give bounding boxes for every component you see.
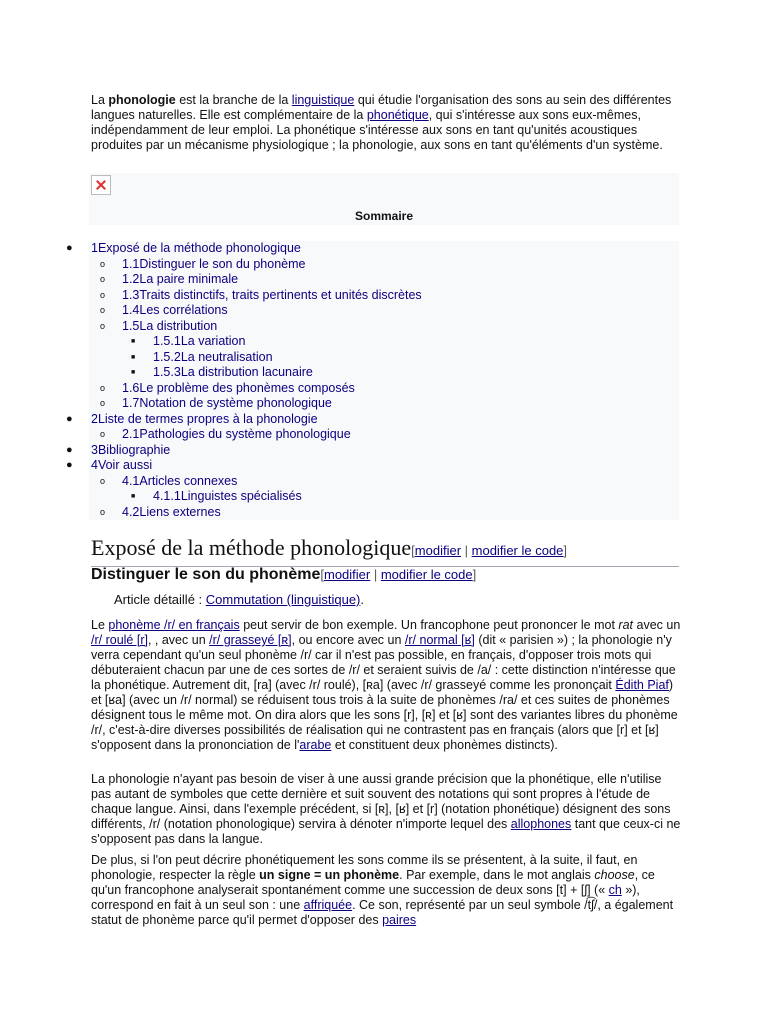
toc-number: 1.4	[122, 303, 140, 317]
paragraph-signe-phoneme: De plus, si l'on peut décrire phonétiquement les sons comme ils se présentent, à la suite, il faut, en phonologie, respecter la règle un signe = un phonème. Par exemple, dans le mot anglais choose, ce qu'un francophone analyserait spontanément comme une succession de deux sons [t] + [ʃ] (« ch »), correspond en fait à un seul son : une affriquée. Ce son, représenté par un seul symbole /t͡ʃ/, a également statut de phonème parce qu'il permet d'opposer des paires	[91, 853, 674, 927]
hatnote: Article détaillé : Commutation (linguistique).	[114, 592, 365, 607]
toc-link[interactable]	[122, 288, 422, 304]
link-phoneme-r[interactable]: phonème /r/ en français	[108, 618, 240, 632]
toc-label: Distinguer le son du phonème	[139, 256, 306, 271]
toc-number: 1.5	[122, 318, 140, 333]
toc-link[interactable]	[122, 427, 351, 443]
paragraph-notation: La phonologie n'ayant pas besoin de viser à une aussi grande précision que la phonétique, elle n'utilise pas autant de symboles que cette dernière et suit souvent des notations qui sont propres à l'étude de chaque langue. Ainsi, dans l'exemple précédent, si [ʀ], [ʁ] et [r] (notation phonétique) désignent des sons différents, /r/ (notation phonologique) servira à dénoter n'importe lequel des allophones tant que ceux-ci ne s'opposent pas dans la langue.	[91, 772, 681, 846]
toc-link[interactable]	[153, 350, 273, 366]
intro-text: La	[91, 93, 109, 107]
toc-link[interactable]	[122, 257, 305, 273]
toc-label: Les corrélations	[139, 303, 228, 317]
toc-bullet-icon: o	[100, 258, 106, 269]
toc-bullet-icon: o	[100, 289, 106, 300]
toc-number: 1.5.3	[153, 365, 181, 379]
toc-number: 1.7	[122, 396, 140, 410]
toc-number: 4.1	[122, 473, 140, 488]
toc-bullet-icon: o	[100, 506, 106, 517]
edit-section-links: [modifier | modifier le code]	[320, 567, 477, 582]
toc-link[interactable]	[153, 365, 313, 381]
toc-link[interactable]	[122, 303, 228, 319]
link-arabe[interactable]: arabe	[299, 738, 332, 752]
intro-paragraph	[91, 93, 681, 153]
toc-bullet-icon: ●	[66, 443, 73, 456]
toc-label: Articles connexes	[139, 473, 238, 488]
link-affriquee[interactable]: affriquée	[303, 898, 353, 912]
section-title: Exposé de la méthode phonologique	[91, 535, 412, 560]
toc-bullet-icon: o	[100, 429, 106, 439]
toc-header-box	[89, 173, 679, 225]
toc-label: Le problème des phonèmes composés	[139, 380, 355, 395]
toc-link[interactable]	[122, 396, 332, 412]
toc-number: 1	[91, 241, 98, 255]
toc-label: La distribution	[139, 318, 218, 333]
toc-number: 1.2	[122, 272, 140, 286]
toc-item[interactable]	[0, 505, 679, 521]
link-ch[interactable]: ch	[608, 883, 622, 897]
toc-item[interactable]	[0, 396, 679, 412]
toc-label: La neutralisation	[180, 349, 273, 364]
toc-bullet-icon: ■	[131, 338, 136, 345]
toc-item[interactable]	[0, 489, 679, 505]
edit-link[interactable]: modifier	[323, 567, 371, 582]
toc-label: Notation de système phonologique	[139, 396, 332, 410]
toc-number: 2.1	[122, 427, 140, 441]
toc-number: 1.1	[122, 256, 140, 271]
toc-bullet-icon: ●	[66, 459, 73, 471]
toc-label: Bibliographie	[97, 442, 171, 457]
intro-bold-term: phonologie	[108, 93, 176, 107]
toc-item[interactable]	[0, 381, 679, 397]
toc-link[interactable]	[153, 334, 245, 350]
intro-text: est la branche de la	[175, 93, 292, 107]
edit-link[interactable]: modifier	[414, 543, 462, 558]
toc-label: La variation	[180, 334, 246, 348]
toc-row-background	[89, 458, 679, 474]
toc-item[interactable]	[0, 303, 679, 319]
intro-text: qui étudie l'organisation des sons au sein des différentes langues naturelles. Elle est complémentaire de la	[91, 93, 672, 122]
toc-label: Linguistes spécialisés	[180, 489, 302, 503]
italic-word: choose	[594, 868, 635, 882]
link-r-roule[interactable]: /r/ roulé [r]	[91, 633, 148, 647]
toc-bullet-icon: ●	[66, 412, 73, 425]
toc-bullet-icon: ■	[131, 353, 136, 361]
toc-link[interactable]	[122, 272, 238, 288]
toc-label: Pathologies du système phonologique	[139, 427, 351, 441]
toc-number: 1.5.2	[153, 349, 181, 364]
toc-item[interactable]	[0, 458, 679, 474]
link-commutation[interactable]: Commutation (linguistique)	[205, 592, 361, 607]
toc-item[interactable]	[0, 334, 679, 350]
link-phonetique[interactable]: phonétique	[366, 108, 429, 122]
toc-bullet-icon: ●	[66, 242, 73, 254]
edit-code-link[interactable]: modifier le code	[380, 567, 473, 582]
section-heading-methode	[91, 535, 679, 567]
toc-label: La distribution lacunaire	[180, 365, 313, 379]
toc-number: 2	[91, 411, 98, 426]
toc-number: 4.1.1	[153, 489, 181, 503]
toc-link[interactable]	[91, 458, 152, 474]
link-linguistique[interactable]: linguistique	[291, 93, 355, 107]
broken-image-icon[interactable]	[91, 175, 111, 195]
toc-item[interactable]	[0, 350, 679, 366]
toc-item[interactable]	[0, 241, 679, 257]
link-edith-piaf[interactable]: Édith Piaf	[615, 678, 669, 692]
italic-word: rat	[618, 618, 634, 632]
toc-label: Liens externes	[139, 504, 221, 519]
link-paires[interactable]: paires	[382, 913, 417, 927]
toc-item[interactable]	[0, 257, 679, 273]
toc-link[interactable]	[122, 474, 237, 490]
table-of-contents	[0, 241, 679, 520]
toc-label: Voir aussi	[97, 458, 153, 472]
toc-number: 1.6	[122, 380, 140, 395]
toc-title: Sommaire	[354, 209, 414, 223]
toc-item[interactable]	[0, 319, 679, 335]
link-r-grasseye[interactable]: /r/ grasseyé [ʀ]	[209, 633, 292, 647]
toc-link[interactable]	[153, 489, 302, 505]
toc-number: 1.5.1	[153, 334, 181, 348]
toc-label: Exposé de la méthode phonologique	[97, 241, 301, 255]
toc-link[interactable]	[122, 319, 217, 335]
toc-label: Traits distinctifs, traits pertinents et unités discrètes	[139, 287, 422, 302]
toc-bullet-icon: o	[100, 382, 106, 393]
toc-bullet-icon: o	[100, 398, 106, 408]
toc-item[interactable]	[0, 272, 679, 288]
toc-row-background	[89, 443, 679, 459]
toc-item[interactable]	[0, 288, 679, 304]
toc-link[interactable]	[122, 381, 355, 397]
link-r-normal[interactable]: /r/ normal [ʁ]	[404, 633, 475, 647]
toc-link[interactable]	[122, 505, 221, 521]
link-allophones[interactable]: allophones	[510, 817, 572, 831]
toc-number: 1.3	[122, 287, 140, 302]
toc-item[interactable]	[0, 412, 679, 428]
edit-code-link[interactable]: modifier le code	[471, 543, 564, 558]
subsection-heading-son-phoneme	[91, 564, 679, 586]
bold-rule: un signe = un phonème	[259, 868, 400, 882]
toc-label: La paire minimale	[139, 272, 239, 286]
toc-link[interactable]	[91, 241, 301, 257]
toc-number: 4	[91, 458, 98, 472]
toc-number: 3	[91, 442, 98, 457]
toc-label: Liste de termes propres à la phonologie	[97, 411, 318, 426]
edit-section-links: [modifier | modifier le code]	[411, 543, 568, 558]
toc-bullet-icon: o	[100, 305, 106, 315]
toc-bullet-icon: o	[100, 320, 106, 331]
toc-item[interactable]	[0, 443, 679, 459]
toc-bullet-icon: o	[100, 274, 106, 284]
subsection-title: Distinguer le son du phonème	[91, 566, 321, 583]
toc-number: 4.2	[122, 504, 140, 519]
toc-bullet-icon: o	[100, 475, 106, 486]
paragraph-phoneme-r: Le phonème /r/ en français peut servir de bon exemple. Un francophone peut prononcer le mot rat avec un /r/ roulé [r], , avec un /r/ grasseyé [ʀ], ou encore avec un /r/ normal [ʁ] (dit « parisien ») ; la phonologie n'y verra cependant qu'un seul phonème /r/ car il n'est pas possible, en français, d'opposer trois mots qui débuteraient chacun par une de ces sortes de /r/ et seraient suivis de /a/ : cette distinction n'intéresse que la phonétique. Autrement dit, [ra] (avec /r/ roulé), [ʀa] (avec /r/ grasseyé comme les prononçait Édith Piaf) et [ʁa] (avec un /r/ normal) se réduisent tous trois à la suite de phonèmes /ra/ et ces suites de phonèmes désignent tous le même mot. On dira alors que les sons [r], [ʀ] et [ʁ] sont des variantes libres du phonème /r/, c'est-à-dire diverses possibilités de réalisation qui ne contrastent pas en français (alors que [r] et [ʁ] s'opposent dans la prononciation de l'arabe et constituent deux phonèmes distincts).	[91, 618, 681, 752]
toc-bullet-icon: ■	[131, 493, 136, 500]
toc-item[interactable]	[0, 474, 679, 490]
intro-text: , qui s'intéresse aux sons eux-mêmes, indépendamment de leur emploi. La phonétique s'intéresse aux sons en tant qu'unités acoustiques produites par un mécanisme physiologique ; la phonologie, aux sons en tant qu'éléments d'un système.	[91, 108, 663, 152]
toc-item[interactable]	[0, 365, 679, 381]
toc-link[interactable]	[91, 412, 318, 428]
toc-item[interactable]	[0, 427, 679, 443]
toc-bullet-icon: ■	[131, 369, 136, 376]
toc-link[interactable]	[91, 443, 170, 459]
